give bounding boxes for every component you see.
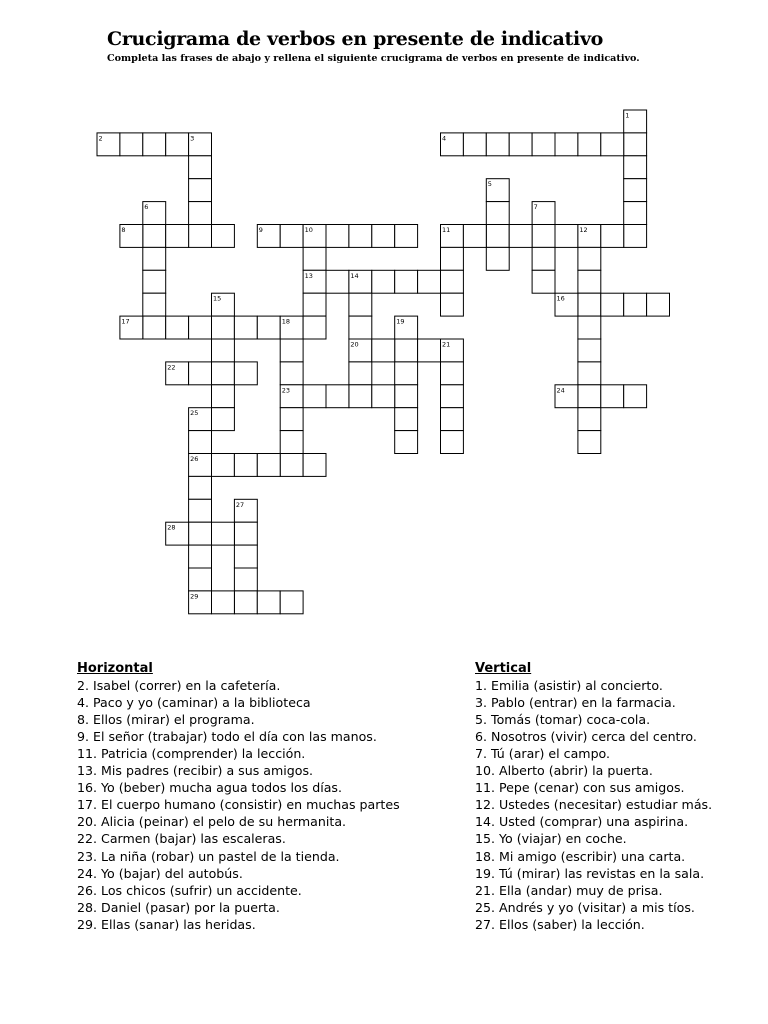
- crossword-cell[interactable]: [143, 247, 166, 270]
- crossword-cell[interactable]: [624, 385, 647, 408]
- crossword-cell[interactable]: [280, 454, 303, 477]
- crossword-cell[interactable]: [441, 362, 464, 385]
- crossword-cell[interactable]: [578, 133, 601, 156]
- cell-number: 11: [442, 226, 451, 234]
- horizontal-clue: 4. Paco y yo (caminar) a la biblioteca: [77, 695, 311, 711]
- crossword-cell[interactable]: [257, 454, 280, 477]
- cell-number: 13: [304, 271, 313, 280]
- crossword-cell[interactable]: [441, 385, 464, 408]
- crossword-cell[interactable]: [349, 293, 372, 316]
- vertical-clue: 11. Pepe (cenar) con sus amigos.: [475, 780, 685, 796]
- crossword-cell[interactable]: [372, 385, 395, 408]
- crossword-cell[interactable]: [509, 225, 532, 248]
- cell-number: 5: [487, 180, 492, 189]
- crossword-cell[interactable]: [212, 591, 235, 614]
- crossword-cell[interactable]: [212, 225, 235, 248]
- cell-number: 12: [579, 226, 588, 234]
- horizontal-clue: 22. Carmen (bajar) las escaleras.: [77, 831, 286, 847]
- vertical-clue: 21. Ella (andar) muy de prisa.: [475, 882, 663, 898]
- crossword-cell[interactable]: [303, 316, 326, 339]
- crossword-cell[interactable]: [349, 316, 372, 339]
- crossword-cell[interactable]: [212, 408, 235, 431]
- cell-number: 23: [281, 386, 290, 395]
- crossword-cell[interactable]: [189, 362, 212, 385]
- crossword-cell[interactable]: [578, 270, 601, 293]
- horizontal-clue: 23. La niña (robar) un pastel de la tienda.: [77, 848, 340, 864]
- vertical-clue: 27. Ellos (saber) la lección.: [475, 916, 645, 932]
- crossword-cell[interactable]: [624, 133, 647, 156]
- cell-number: 14: [350, 271, 359, 280]
- crossword-cell[interactable]: [212, 339, 235, 362]
- horizontal-clue: 9. El señor (trabajar) todo el día con las manos.: [77, 729, 377, 745]
- crossword-cell[interactable]: [532, 133, 555, 156]
- horizontal-clue: 16. Yo (beber) mucha agua todos los días.: [77, 780, 342, 796]
- vertical-clue: 5. Tomás (tomar) coca-cola.: [475, 712, 651, 728]
- crossword-cell[interactable]: [234, 362, 257, 385]
- cell-number: 8: [121, 226, 126, 234]
- crossword-cell[interactable]: [441, 293, 464, 316]
- crossword-cell[interactable]: [624, 156, 647, 179]
- crossword-cell[interactable]: [486, 225, 509, 248]
- crossword-cell[interactable]: [303, 454, 326, 477]
- crossword-cell[interactable]: [441, 408, 464, 431]
- crossword-cell[interactable]: [212, 522, 235, 545]
- crossword-cell[interactable]: [189, 431, 212, 454]
- horizontal-heading: Horizontal: [77, 661, 153, 676]
- cell-number: 4: [442, 134, 447, 143]
- cell-number: 6: [144, 203, 149, 212]
- crossword-cell[interactable]: [395, 431, 418, 454]
- crossword-cell[interactable]: [395, 339, 418, 362]
- vertical-clue: 19. Tú (mirar) las revistas en la sala.: [475, 865, 705, 881]
- crossword-cell[interactable]: [418, 270, 441, 293]
- crossword-cell[interactable]: [509, 133, 532, 156]
- crossword-cell[interactable]: [280, 408, 303, 431]
- crossword-cell[interactable]: [143, 133, 166, 156]
- horizontal-clue: 11. Patricia (comprender) la lección.: [77, 746, 306, 762]
- horizontal-clue: 2. Isabel (correr) en la cafetería.: [77, 678, 281, 694]
- vertical-clues: [475, 660, 765, 933]
- crossword-cell[interactable]: [532, 247, 555, 270]
- crossword-cell[interactable]: [234, 454, 257, 477]
- crossword-cell[interactable]: [578, 316, 601, 339]
- crossword-cell[interactable]: [463, 225, 486, 248]
- crossword-cell[interactable]: [624, 202, 647, 225]
- crossword-cell[interactable]: [624, 293, 647, 316]
- cell-number: 26: [190, 455, 199, 463]
- crossword-cell[interactable]: [166, 225, 189, 248]
- crossword-cell[interactable]: [189, 499, 212, 522]
- horizontal-clue: 13. Mis padres (recibir) a sus amigos.: [77, 763, 314, 779]
- crossword-cell[interactable]: [143, 293, 166, 316]
- crossword-cell[interactable]: [120, 133, 143, 156]
- crossword-cell[interactable]: [234, 545, 257, 568]
- crossword-cell[interactable]: [189, 522, 212, 545]
- cell-number: 9: [258, 226, 263, 234]
- vertical-clue: 25. Andrés y yo (visitar) a mis tíos.: [475, 899, 695, 915]
- crossword-cell[interactable]: [257, 316, 280, 339]
- cell-number: 17: [121, 317, 130, 326]
- crossword-cell[interactable]: [555, 133, 578, 156]
- vertical-clue: 14. Usted (comprar) una aspirina.: [475, 814, 689, 830]
- crossword-cell[interactable]: [212, 454, 235, 477]
- crossword-cell[interactable]: [372, 270, 395, 293]
- horizontal-clue: 17. El cuerpo humano (consistir) en muchas partes: [77, 797, 400, 813]
- crossword-cell[interactable]: [418, 339, 441, 362]
- cell-number: 21: [442, 340, 451, 349]
- cell-number: 2: [98, 134, 103, 143]
- cell-number: 20: [350, 340, 359, 349]
- crossword-cell[interactable]: [578, 339, 601, 362]
- crossword-cell[interactable]: [189, 225, 212, 248]
- crossword-cell[interactable]: [326, 225, 349, 248]
- crossword-cell[interactable]: [555, 225, 578, 248]
- crossword-cell[interactable]: [486, 133, 509, 156]
- crossword-cell[interactable]: [234, 568, 257, 591]
- crossword-cell[interactable]: [189, 179, 212, 202]
- crossword-cell[interactable]: [189, 202, 212, 225]
- cell-number: 27: [235, 500, 245, 509]
- crossword-cell[interactable]: [486, 247, 509, 270]
- crossword-cell[interactable]: [395, 362, 418, 385]
- crossword-cell[interactable]: [601, 133, 624, 156]
- cell-number: 22: [167, 363, 176, 372]
- crossword-cell[interactable]: [395, 385, 418, 408]
- crossword-cell[interactable]: [189, 545, 212, 568]
- cell-number: 7: [533, 203, 538, 212]
- crossword-cell[interactable]: [372, 339, 395, 362]
- crossword-cell[interactable]: [280, 339, 303, 362]
- crossword-cell[interactable]: [441, 431, 464, 454]
- vertical-clue: 7. Tú (arar) el campo.: [475, 746, 611, 762]
- crossword-cell[interactable]: [234, 316, 257, 339]
- crossword-cell[interactable]: [234, 522, 257, 545]
- vertical-clue: 15. Yo (viajar) en coche.: [475, 831, 627, 847]
- crossword-cell[interactable]: [143, 316, 166, 339]
- crossword-cell[interactable]: [326, 385, 349, 408]
- horizontal-clue: 20. Alicia (peinar) el pelo de su hermanita.: [77, 814, 347, 830]
- crossword-cell[interactable]: [601, 225, 624, 248]
- crossword-cell[interactable]: [257, 591, 280, 614]
- crossword-cell[interactable]: [486, 202, 509, 225]
- crossword-cell[interactable]: [578, 247, 601, 270]
- vertical-clue: 6. Nosotros (vivir) cerca del centro.: [475, 729, 697, 745]
- crossword-cell[interactable]: [280, 591, 303, 614]
- crossword-cell[interactable]: [212, 316, 235, 339]
- crossword-cell[interactable]: [395, 408, 418, 431]
- crossword-cell[interactable]: [166, 316, 189, 339]
- crossword-cell[interactable]: [303, 293, 326, 316]
- vertical-clue: 10. Alberto (abrir) la puerta.: [475, 763, 653, 779]
- crossword-cell[interactable]: [441, 247, 464, 270]
- cell-number: 25: [190, 409, 199, 418]
- crossword-cell[interactable]: [395, 270, 418, 293]
- cell-number: 10: [304, 226, 313, 234]
- crossword-cell[interactable]: [624, 225, 647, 248]
- crossword-cell[interactable]: [212, 385, 235, 408]
- crossword-cell[interactable]: [166, 133, 189, 156]
- cell-number: 24: [556, 386, 565, 395]
- cell-number: 1: [625, 111, 630, 120]
- cell-number: 3: [190, 134, 195, 143]
- crossword-cell[interactable]: [395, 225, 418, 248]
- crossword-cell[interactable]: [463, 133, 486, 156]
- crossword-cell[interactable]: [578, 431, 601, 454]
- crossword-cell[interactable]: [647, 293, 670, 316]
- crossword-cell[interactable]: [303, 247, 326, 270]
- crossword-cell[interactable]: [349, 225, 372, 248]
- cell-number: 15: [213, 294, 222, 303]
- crossword-cell[interactable]: [326, 270, 349, 293]
- crossword-cell[interactable]: [532, 225, 555, 248]
- cell-number: 29: [190, 592, 199, 601]
- crossword-cell[interactable]: [578, 293, 601, 316]
- crossword-cell[interactable]: [280, 431, 303, 454]
- page-subtitle: Completa las frases de abajo y rellena el siguiente crucigrama de verbos en presente de indicativo.: [107, 53, 640, 64]
- horizontal-clues: [77, 660, 447, 933]
- crossword-cell[interactable]: [212, 362, 235, 385]
- crossword-cell[interactable]: [303, 385, 326, 408]
- vertical-clue: 3. Pablo (entrar) en la farmacia.: [475, 695, 676, 711]
- crossword-cell[interactable]: [349, 362, 372, 385]
- crossword-cell[interactable]: [624, 179, 647, 202]
- cell-number: 19: [396, 317, 405, 326]
- crossword-cell[interactable]: [349, 385, 372, 408]
- crossword-cell[interactable]: [578, 385, 601, 408]
- crossword-cell[interactable]: [189, 316, 212, 339]
- crossword-cell[interactable]: [280, 225, 303, 248]
- crossword-cell[interactable]: [578, 362, 601, 385]
- vertical-clue: 18. Mi amigo (escribir) una carta.: [475, 848, 686, 864]
- crossword-cell[interactable]: [143, 225, 166, 248]
- horizontal-clue: 24. Yo (bajar) del autobús.: [77, 865, 243, 881]
- cell-number: 18: [281, 317, 290, 326]
- horizontal-clue: 29. Ellas (sanar) las heridas.: [77, 916, 256, 932]
- crossword-cell[interactable]: [189, 476, 212, 499]
- crossword-cell[interactable]: [143, 270, 166, 293]
- crossword-cell[interactable]: [189, 568, 212, 591]
- horizontal-clue: 26. Los chicos (sufrir) un accidente.: [77, 882, 302, 898]
- crossword-cell[interactable]: [280, 362, 303, 385]
- vertical-heading: Vertical: [475, 661, 532, 676]
- vertical-clue: 12. Ustedes (necesitar) estudiar más.: [475, 797, 713, 813]
- crossword-cell[interactable]: [189, 156, 212, 179]
- vertical-clue: 1. Emilia (asistir) al concierto.: [475, 678, 663, 694]
- cell-number: 16: [556, 294, 565, 303]
- crossword-cell[interactable]: [234, 591, 257, 614]
- crossword-cell[interactable]: [441, 270, 464, 293]
- page-title: Crucigrama de verbos en presente de indicativo: [107, 28, 604, 50]
- crossword-cell[interactable]: [372, 225, 395, 248]
- crossword-cell[interactable]: [601, 293, 624, 316]
- horizontal-clue: 28. Daniel (pasar) por la puerta.: [77, 899, 280, 915]
- cell-number: 28: [167, 523, 176, 532]
- crossword-cell[interactable]: [601, 385, 624, 408]
- crossword-cell[interactable]: [532, 270, 555, 293]
- crossword-cell[interactable]: [578, 408, 601, 431]
- horizontal-clue: 8. Ellos (mirar) el programa.: [77, 712, 255, 728]
